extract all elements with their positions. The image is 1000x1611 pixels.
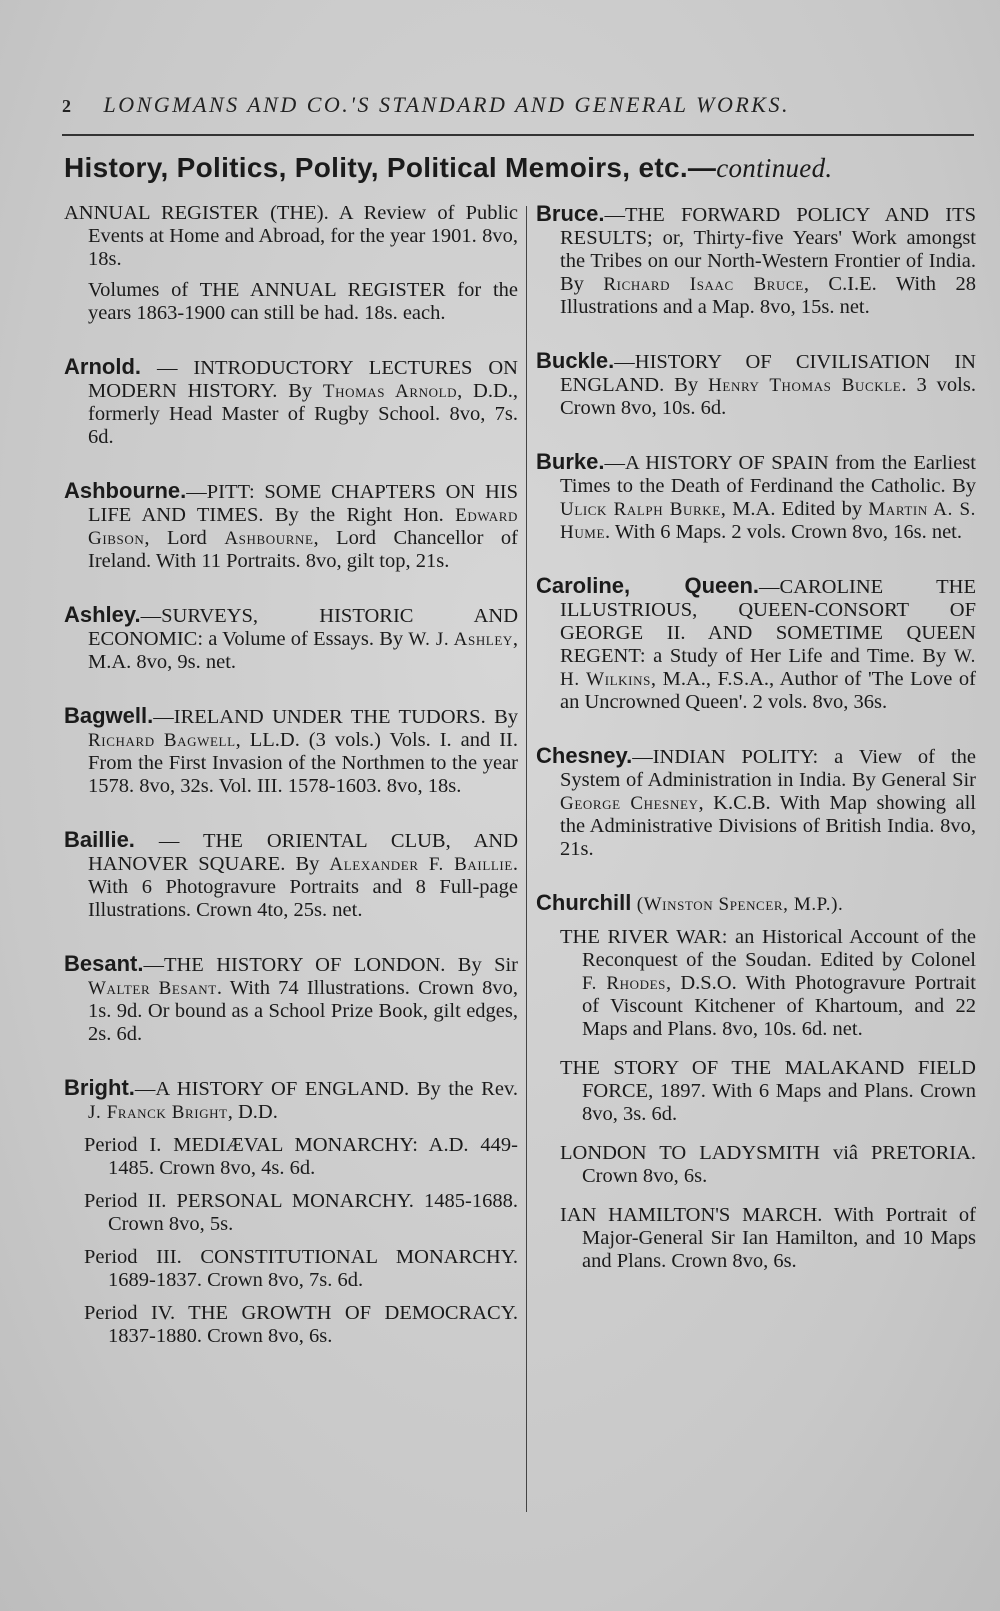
entry-buckle xyxy=(536,349,976,420)
entry-burke xyxy=(536,450,976,544)
entry-author: W. H. Wilkins xyxy=(560,646,976,690)
bright-period-3: Period III. CONSTITUTIONAL MONARCHY. 1689-1837. Crown 8vo, 7s. 6d. xyxy=(84,1246,518,1291)
entry-tail: , Lord Chancellor of Ireland. With 11 Portraits. 8vo, gilt top, 21s. xyxy=(88,527,518,572)
churchill-malakand: THE STORY OF THE MALAKAND FIELD FORCE, 1897. With 6 Maps and Plans. Crown 8vo, 3s. 6d. xyxy=(560,1057,976,1125)
entry-text xyxy=(536,891,976,916)
entry-baillie xyxy=(64,828,518,922)
entry-body: — INTRODUCTORY LECTURES ON MODERN HISTORY. By xyxy=(88,357,518,402)
entry-text xyxy=(64,704,518,798)
entry-ashbourne xyxy=(64,479,518,573)
entry-body: —CAROLINE THE ILLUSTRIOUS, QUEEN-CONSORT OF GEORGE II. AND SOMETIME QUEEN REGENT: a Study of Her Life and Time. By xyxy=(560,576,976,667)
section-continued: continued. xyxy=(716,153,833,183)
entry-author: Ulick Ralph Burke xyxy=(560,499,721,520)
entry-author: Richard Bagwell xyxy=(88,730,236,751)
entry-body: — THE ORIENTAL CLUB, AND HANOVER SQUARE. By xyxy=(88,830,518,875)
right-column xyxy=(536,202,976,1303)
left-column xyxy=(64,202,518,1378)
entry-body: —INDIAN POLITY: a View of the System of Administration in India. By General Sir xyxy=(560,746,976,791)
entry-body: —PITT: SOME CHAPTERS ON HIS LIFE AND TIMES. By the Right Hon. xyxy=(88,481,518,526)
entry-author: George Chesney xyxy=(560,793,699,814)
section-title-text: History, Politics, Polity, Political Memoirs, etc.— xyxy=(64,152,717,183)
entry-author: Edward Gibson xyxy=(88,505,518,549)
entry-tail: , M.A. 8vo, 9s. net. xyxy=(88,628,518,673)
entry-tail: , M.A., F.S.A., Author of 'The Love of an Uncrowned Queen'. 2 vols. 8vo, 36s. xyxy=(560,668,976,713)
entry-body: —IRELAND UNDER THE TUDORS. By xyxy=(153,706,518,728)
entry-text xyxy=(64,355,518,449)
entry-tail: , K.C.B. With Map showing all the Administrative Divisions of British India. 8vo, 21s. xyxy=(560,792,976,860)
entry-text xyxy=(64,479,518,573)
entry-besant xyxy=(64,952,518,1046)
entry-tail: , D.S.O. With Photogravure Portrait of Viscount Kitchener of Khartoum, and 22 Maps and Plans. 8vo, 10s. 6d. net. xyxy=(582,972,976,1040)
entry-text xyxy=(536,349,976,420)
entry-bright xyxy=(64,1076,518,1348)
entry-tail: , LL.D. (3 vols.) Vols. I. and II. From the First Invasion of the Northmen to the year 1578. 8vo, 32s. Vol. III. 1578-1603. 8vo, 18s. xyxy=(88,729,518,797)
entry-body: —A HISTORY OF ENGLAND. By the Rev. xyxy=(134,1078,518,1100)
entry-caroline xyxy=(536,574,976,714)
page-number: 2 xyxy=(62,96,74,116)
entry-headword: Chesney. xyxy=(536,743,633,768)
entry-bruce xyxy=(536,202,976,319)
entry-mid: , M.A. Edited by xyxy=(720,498,869,520)
churchill-ladysmith: LONDON TO LADYSMITH viâ PRETORIA. Crown 8vo, 6s. xyxy=(560,1142,976,1187)
entry-churchill xyxy=(536,891,976,1273)
entry-body: —HISTORY OF CIVILISATION IN ENGLAND. By xyxy=(560,351,976,396)
entry-headword: Caroline, Queen. xyxy=(536,573,760,598)
entry-author: (Winston Spencer, M.P.). xyxy=(631,894,844,915)
entry-text xyxy=(536,450,976,544)
bright-period-2: Period II. PERSONAL MONARCHY. 1485-1688. Crown 8vo, 5s. xyxy=(84,1190,518,1235)
entry-headword: Bagwell. xyxy=(64,703,154,728)
entry-headword: Burke. xyxy=(536,449,605,474)
running-head xyxy=(62,92,974,118)
entry-headword: Churchill xyxy=(536,890,632,915)
entry-subtext: Volumes of THE ANNUAL REGISTER for the years 1863-1900 can still be had. 18s. each. xyxy=(88,279,518,324)
entry-headword: Bright. xyxy=(64,1075,135,1100)
entry-tail: , D.D. xyxy=(227,1101,278,1123)
entry-text xyxy=(536,574,976,714)
entry-text xyxy=(536,202,976,319)
entry-headword: Arnold. xyxy=(64,354,141,379)
entry-annual-register xyxy=(64,202,518,325)
entry-text xyxy=(64,202,518,271)
entry-headword: Buckle. xyxy=(536,348,615,373)
entry-text xyxy=(64,828,518,922)
entry-author: Alexander F. Baillie xyxy=(329,854,513,875)
entry-body: —THE FORWARD POLICY AND ITS RESULTS; or, Thirty-five Years' Work amongst the Tribes on our North-Western Frontier of India. By xyxy=(560,204,976,295)
entry-headword: Besant. xyxy=(64,951,144,976)
entry-chesney xyxy=(536,744,976,861)
entry-arnold xyxy=(64,355,518,449)
entry-text xyxy=(64,603,518,674)
entry-author: Henry Thomas Buckle xyxy=(708,375,902,396)
entry-bagwell xyxy=(64,704,518,798)
section-title xyxy=(64,152,976,184)
entry-body: —A HISTORY OF SPAIN from the Earliest Times to the Death of Ferdinand the Catholic. By xyxy=(560,452,976,497)
entry-author: Walter Besant xyxy=(88,978,217,999)
entry-author: F. Rhodes xyxy=(582,973,667,994)
entry-headword: Bruce. xyxy=(536,201,605,226)
entry-body: ANNUAL REGISTER (THE). A Review of Public Events at Home and Abroad, for the year 1901. 8vo, 18s. xyxy=(64,202,518,270)
entry-headword: Ashley. xyxy=(64,602,141,627)
entry-headword: Ashbourne. xyxy=(64,478,187,503)
entry-author: W. J. Ashley xyxy=(408,629,513,650)
churchill-river-war xyxy=(536,926,976,1041)
bright-period-1: Period I. MEDIÆVAL MONARCHY: A.D. 449-1485. Crown 8vo, 4s. 6d. xyxy=(84,1134,518,1179)
entry-author: Richard Isaac Bruce xyxy=(603,274,804,295)
churchill-hamilton: IAN HAMILTON'S MARCH. With Portrait of Major-General Sir Ian Hamilton, and 10 Maps and Plans. Crown 8vo, 6s. xyxy=(560,1204,976,1272)
entry-tail: , D.D., formerly Head Master of Rugby School. 8vo, 7s. 6d. xyxy=(88,380,519,448)
entry-author: Martin A. S. Hume xyxy=(560,499,977,543)
entry-body: —THE HISTORY OF LONDON. By Sir xyxy=(143,954,518,976)
entry-body: —SURVEYS, HISTORIC AND ECONOMIC: a Volume of Essays. By xyxy=(88,605,518,650)
running-title: LONGMANS AND CO.'S STANDARD AND GENERAL WORKS. xyxy=(103,92,790,117)
entry-ashley xyxy=(64,603,518,674)
entry-text xyxy=(536,744,976,861)
entry-tail: . With 6 Photogravure Portraits and 8 Full-page Illustrations. Crown 4to, 25s. net. xyxy=(88,853,518,921)
entry-tail: . 3 vols. Crown 8vo, 10s. 6d. xyxy=(560,374,976,419)
entry-author: Ashbourne xyxy=(224,528,314,549)
header-rule xyxy=(62,134,974,136)
bright-period-4: Period IV. THE GROWTH OF DEMOCRACY. 1837-1880. Crown 8vo, 6s. xyxy=(84,1302,518,1347)
entry-tail: . With 74 Illustrations. Crown 8vo, 1s. 9d. Or bound as a School Prize Book, gilt edges, 2s. 6d. xyxy=(88,977,518,1045)
entry-headword: Baillie. xyxy=(64,827,135,852)
entry-tail: . With 6 Maps. 2 vols. Crown 8vo, 16s. net. xyxy=(605,521,962,543)
entry-text xyxy=(64,1076,518,1124)
entry-tail: , C.I.E. With 28 Illustrations and a Map. 8vo, 15s. net. xyxy=(560,273,976,318)
entry-author: Thomas Arnold xyxy=(322,381,458,402)
entry-text xyxy=(64,952,518,1046)
column-divider xyxy=(526,206,527,1512)
entry-author: J. Franck Bright xyxy=(88,1102,228,1123)
entry-body: THE RIVER WAR: an Historical Account of the Reconquest of the Soudan. Edited by Colonel xyxy=(560,926,976,971)
entry-mid: , Lord xyxy=(144,527,225,549)
